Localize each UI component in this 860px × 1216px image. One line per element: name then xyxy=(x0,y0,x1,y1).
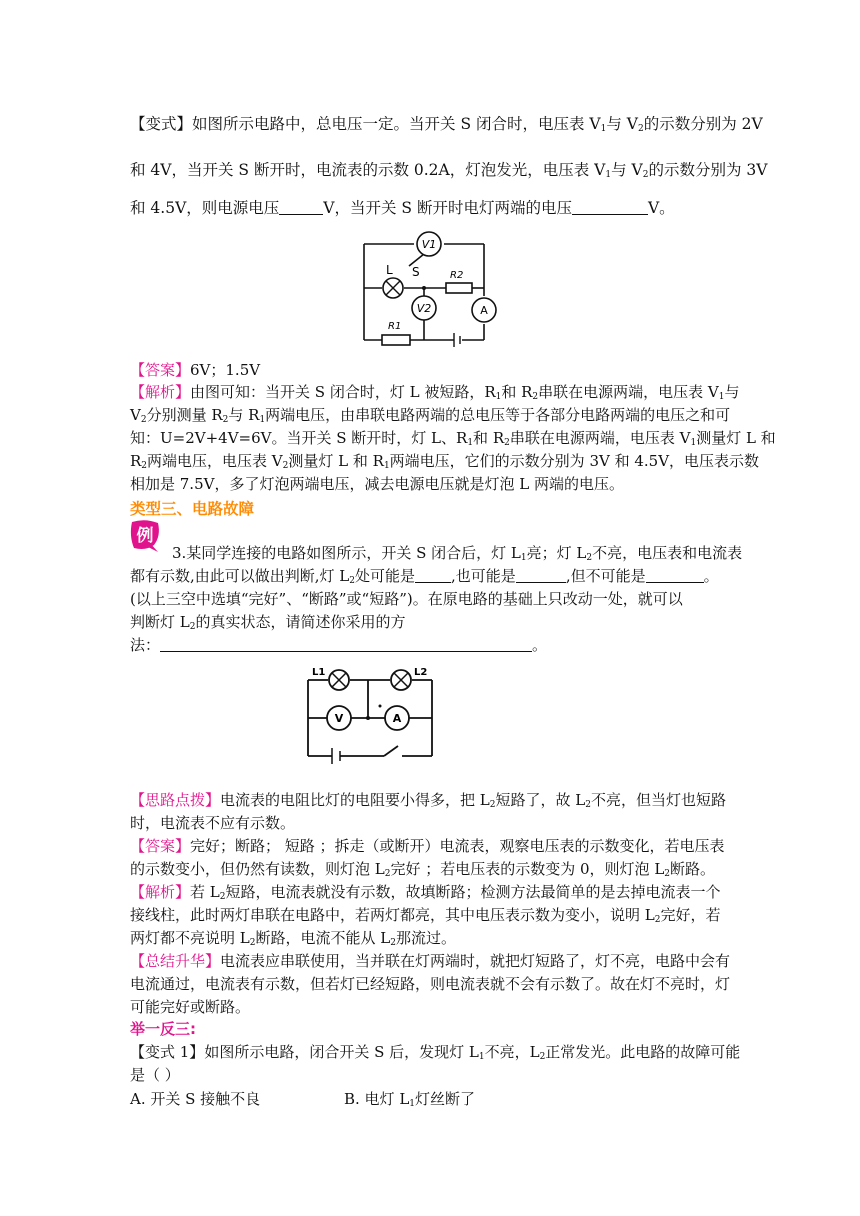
r2-label: R2 xyxy=(450,270,464,281)
variant-line-3: 和 4.5V，则电源电压 V，当开关 S 断开时电灯两端的电压 V。 xyxy=(130,199,675,217)
answer-1: 【答案】6V；1.5V xyxy=(130,361,261,379)
explanation-tag: 【解析】 xyxy=(130,383,191,401)
answer-2-line-1: 【答案】完好；断路； 短路 ；拆走（或断开）电流表，观察电压表的示数变化，若电压表 xyxy=(130,837,725,855)
question-3-line-4: 判断灯 $L_2$的真实状态，请简述你采用的方 xyxy=(130,613,406,632)
variant-tag: 【变式】 xyxy=(130,115,193,133)
answer-blank[interactable] xyxy=(516,568,566,583)
explanation-1-line-1: 【解析】由图可知：当开关 S 闭合时，灯 L 被短路，$R_1$和 $R_2$串联在电源两端，电压表 $V_1$与 xyxy=(130,383,740,402)
l2-label: L2 xyxy=(414,667,428,678)
hint-line-2: 时，电流表不应有示数。 xyxy=(130,814,296,832)
explanation-1-line-3: 知：U=2V+4V=6V。当开关 S 断开时，灯 L、$R_1$和 $R_2$串联在电源两端，电压表 $V_1$测量灯 L 和 xyxy=(130,429,776,448)
example-badge-icon xyxy=(128,518,162,552)
switch-label: S xyxy=(412,265,420,279)
explanation-2-line-1: 【解析】若 $L_2$短路，电流表就没有示数，故填断路；检测方法最简单的是去掉电流表一个 xyxy=(130,883,721,902)
ammeter-label: A xyxy=(480,304,488,317)
summary-line-1: 【总结升华】电流表应串联使用，当并联在灯两端时，就把灯短路了，灯不亮，电路中会有 xyxy=(130,952,731,970)
summary-tag: 【总结升华】 xyxy=(130,952,221,970)
question-3-line-3: (以上三空中选填“完好”、“断路”或“短路”)。在原电路的基础上只改动一处，就可以 xyxy=(130,590,683,608)
variant-1-line-2: 是（ ） xyxy=(130,1066,180,1084)
explanation-1-line-2: $V_2$分别测量 $R_2$与 $R_1$两端电压，由串联电路两端的总电压等于各部分电路两端的电压之和可 xyxy=(130,406,731,425)
question-3-line-2: 都有示数,由此可以做出判断,灯 $L_2$处可能是 ,也可能是 ,但不可能是 。 xyxy=(130,567,719,586)
answer-2-line-2: 的示数变小，但仍然有读数，则灯泡 $L_2$完好 ；若电压表的示数变为 0，则灯泡 $L_2$断路。 xyxy=(130,860,716,879)
l1-label: L1 xyxy=(312,667,326,678)
explanation-tag: 【解析】 xyxy=(130,883,191,901)
svg-text:例: 例 xyxy=(136,526,154,546)
variant-line-1: 【变式】如图所示电路中，总电压一定。当开关 S 闭合时，电压表 $V_1$与 $V_2$的示数分别为 2V xyxy=(130,115,763,134)
answer-blank[interactable] xyxy=(572,200,648,215)
ammeter-label: A xyxy=(392,712,402,725)
answer-blank[interactable] xyxy=(646,568,704,583)
summary-line-2: 电流通过，电流表有示数，但若灯已经短路，则电流表就不会有示数了。故在灯不亮时，灯 xyxy=(130,975,731,993)
explanation-1-line-4: $R_2$两端电压，电压表 $V_2$测量灯 L 和 $R_1$两端电压，它们的示数分别为 3V 和 4.5V，电压表示数 xyxy=(130,452,760,471)
variant-1-line-1: 【变式 1】如图所示电路，闭合开关 S 后，发现灯 $L_1$不亮，$L_2$正常发光。此电路的故障可能 xyxy=(130,1043,741,1062)
answer-tag: 【答案】 xyxy=(130,361,191,379)
circuit-diagram-1 xyxy=(354,230,504,350)
section-heading: 类型三、电路故障 xyxy=(130,500,255,518)
answer-tag: 【答案】 xyxy=(130,837,191,855)
circuit-diagram-2 xyxy=(298,660,448,770)
variant-1-tag: 【变式 1】 xyxy=(130,1043,205,1061)
answer-blank[interactable] xyxy=(415,568,451,583)
r1-label: R1 xyxy=(388,321,402,332)
explanation-2-line-3: 两灯都不亮说明 $L_2$断路，电流不能从 $L_2$那流过。 xyxy=(130,929,456,948)
explanation-1-line-5: 相加是 7.5V，多了灯泡两端电压，减去电源电压就是灯泡 L 两端的电压。 xyxy=(130,475,624,493)
hint-line-1: 【思路点拨】电流表的电阻比灯的电阻要小得多，把 $L_2$短路了，故 $L_2$不亮，但当灯也短路 xyxy=(130,791,726,810)
v2-label: V2 xyxy=(416,302,432,315)
explanation-2-line-2: 接线柱，此时两灯串联在电路中，若两灯都亮，其中电压表示数为变小，说明 $L_2$完好，若 xyxy=(130,906,721,925)
answer-blank[interactable] xyxy=(279,200,323,215)
variant-line-2: 和 4V，当开关 S 断开时，电流表的示数 0.2A，灯泡发光，电压表 $V_1$与 $V_2$的示数分别为 3V xyxy=(130,161,768,180)
question-3-line-1: 3.某同学连接的电路如图所示，开关 S 闭合后，灯 $L_1$亮；灯 $L_2$不亮，电压表和电流表 xyxy=(172,544,743,563)
question-3-line-5: 法： 。 xyxy=(130,636,548,654)
variant-1-option-a: A. 开关 S 接触不良 xyxy=(130,1090,261,1108)
variant-1-option-b: B. 电灯 $L_1$灯丝断了 xyxy=(344,1090,476,1109)
hint-tag: 【思路点拨】 xyxy=(130,791,221,809)
practice-heading: 举一反三: xyxy=(130,1020,196,1038)
lamp-label: L xyxy=(386,263,393,277)
v1-label: V1 xyxy=(421,238,437,251)
answer-blank[interactable] xyxy=(160,637,532,652)
voltmeter-label: V xyxy=(334,712,344,725)
summary-line-3: 可能完好或断路。 xyxy=(130,998,251,1016)
